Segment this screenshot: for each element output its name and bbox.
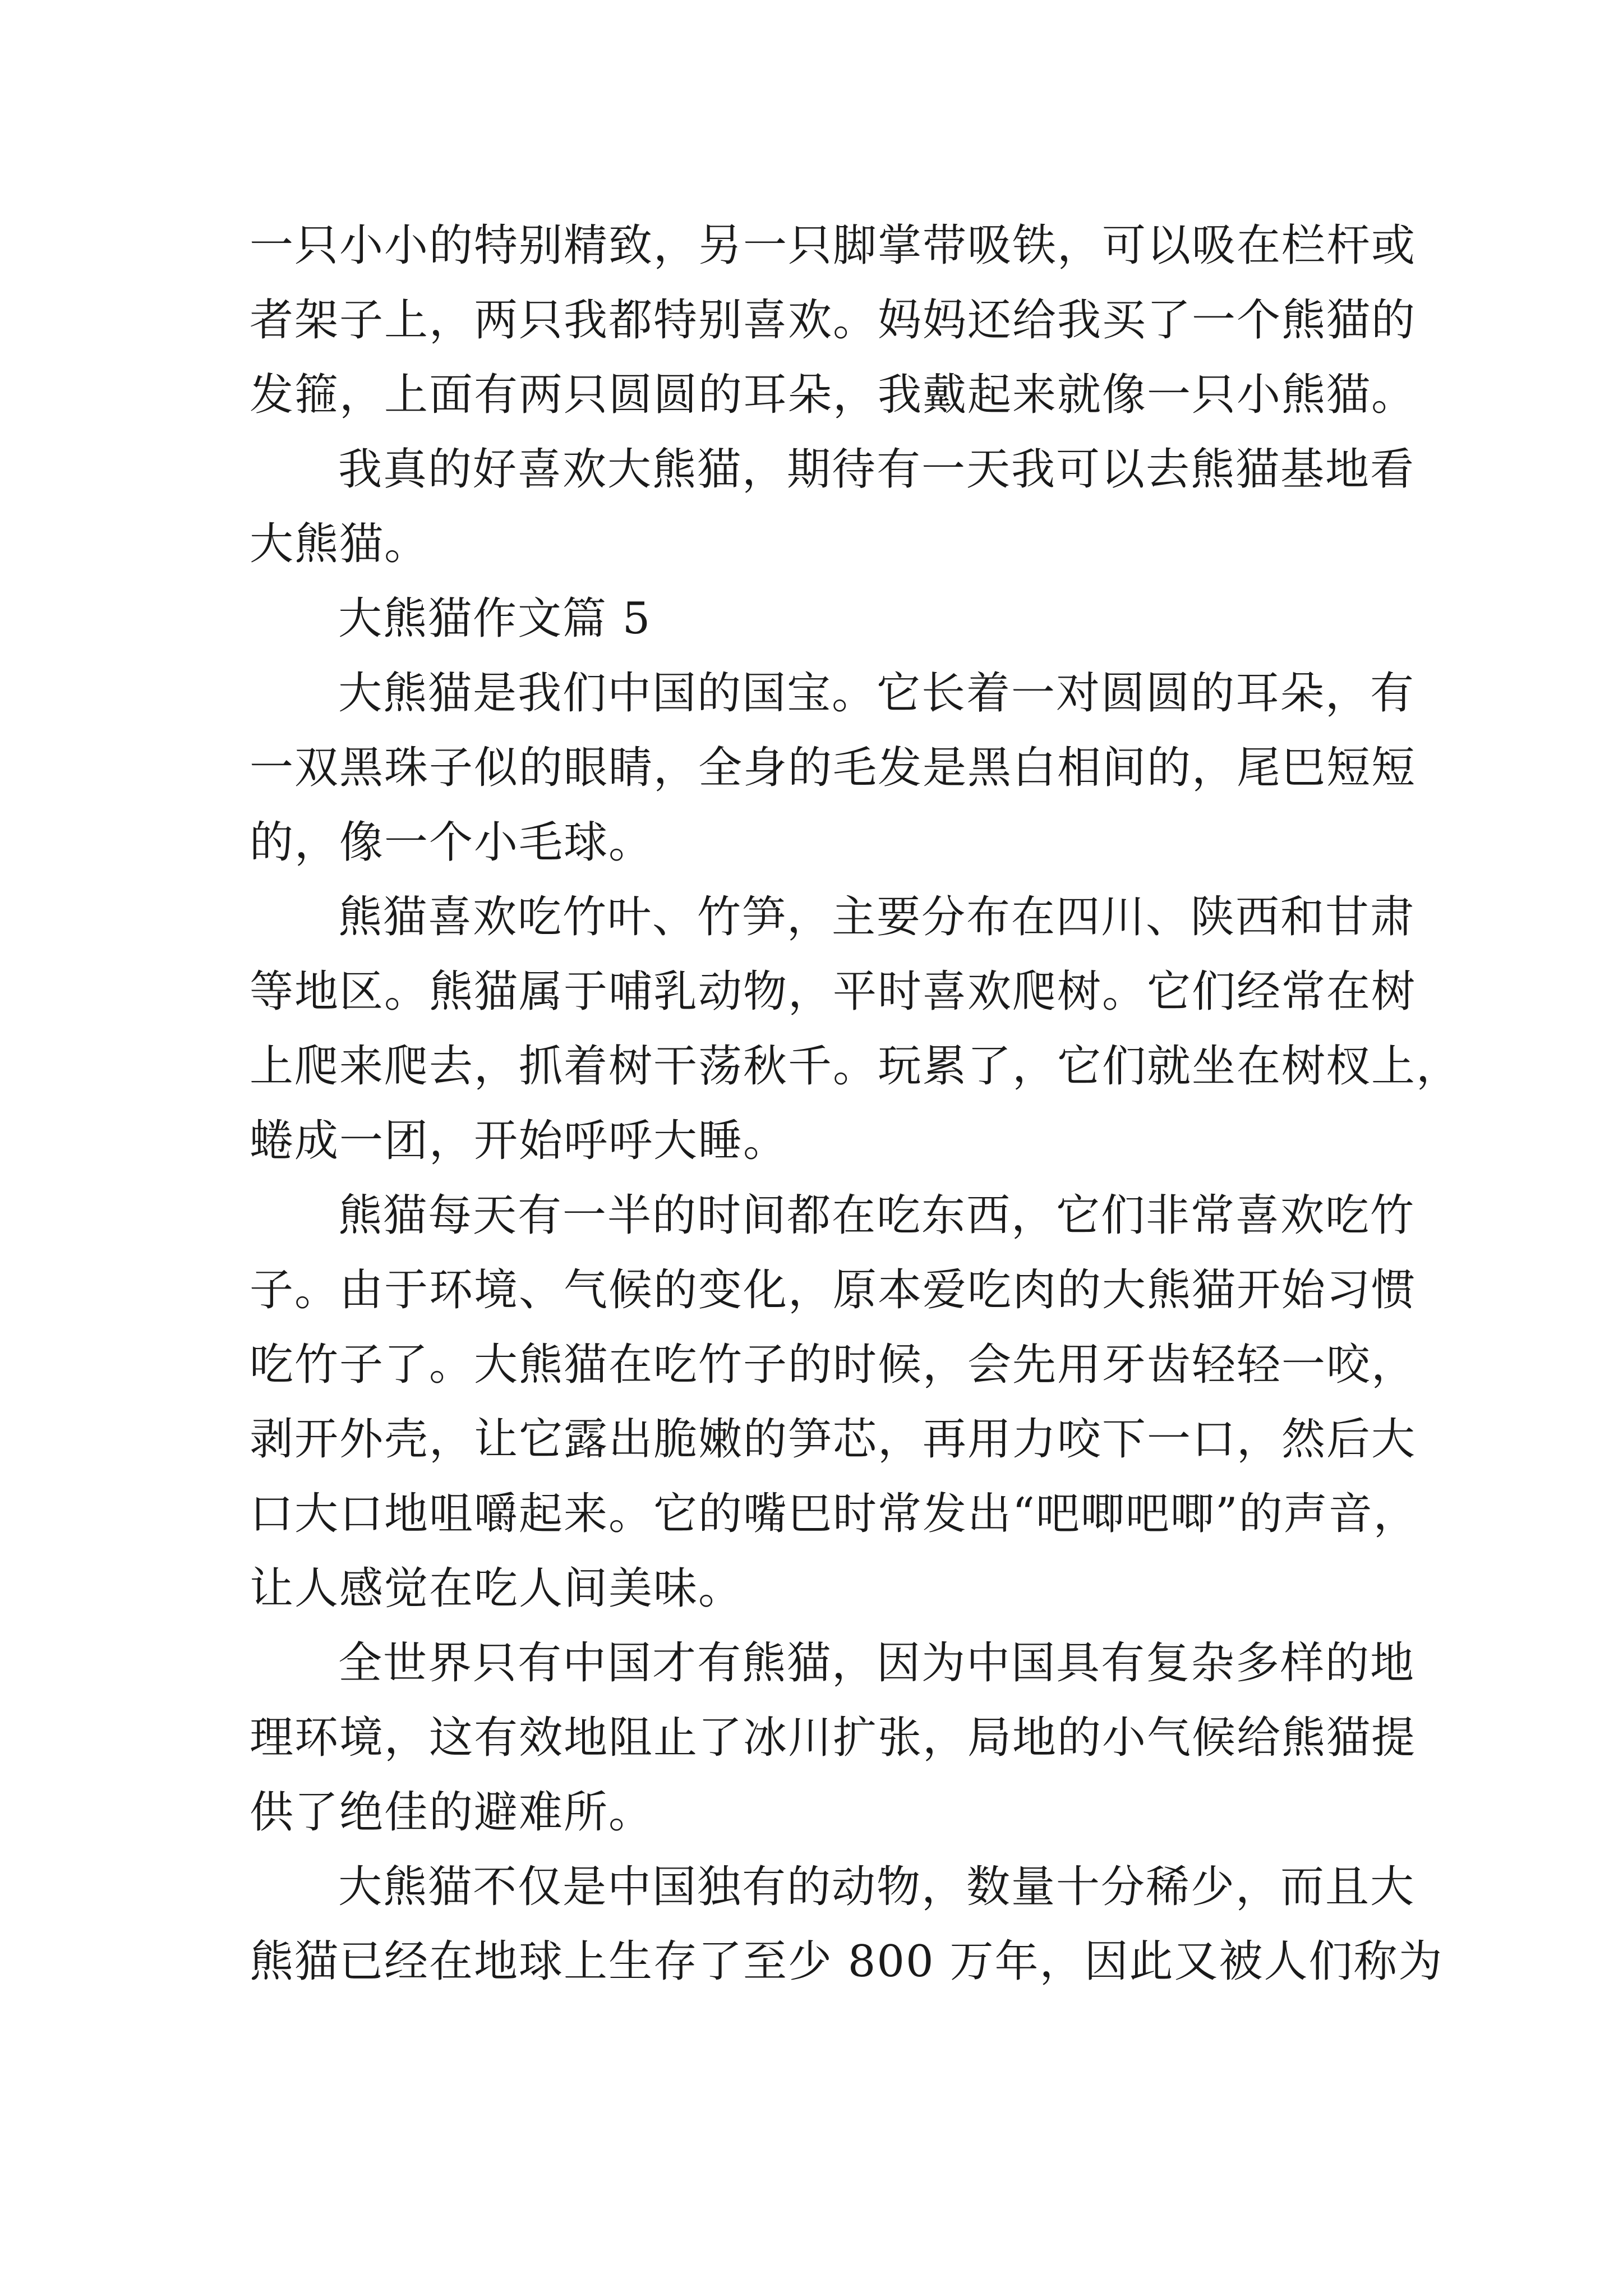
text-line: 子。由于环境、气候的变化，原本爱吃肉的大熊猫开始习惯 (250, 1265, 1417, 1315)
text-line: 者架子上，两只我都特别喜欢。妈妈还给我买了一个熊猫的 (250, 295, 1417, 346)
text-line: 大熊猫。 (250, 519, 430, 569)
paragraph (250, 1626, 1417, 1850)
text-line: 大熊猫是我们中国的国宝。它长着一对圆圆的耳朵，有 (338, 668, 1415, 719)
text-line: 剥开外壳，让它露出脆嫩的笋芯，再用力咬下一口，然后大 (250, 1414, 1417, 1465)
text-line: 蜷成一团，开始呼呼大睡。 (250, 1116, 789, 1166)
paragraph (250, 656, 1417, 880)
paragraph (250, 880, 1461, 1179)
text-line: 理环境，这有效地阻止了冰川扩张，局地的小气候给熊猫提 (250, 1713, 1417, 1763)
section-heading (250, 582, 1394, 656)
text-line: 吃竹子了。大熊猫在吃竹子的时候，会先用牙齿轻轻一咬， (250, 1340, 1417, 1390)
text-line: 让人感觉在吃人间美味。 (250, 1563, 744, 1614)
text-line: 等地区。熊猫属于哺乳动物，平时喜欢爬树。它们经常在树 (250, 967, 1417, 1017)
text-line: 全世界只有中国才有熊猫，因为中国具有复杂多样的地 (338, 1638, 1415, 1688)
text-line: 一只小小的特别精致，另一只脚掌带吸铁，可以吸在栏杆或 (250, 220, 1417, 271)
text-line: 发箍，上面有两只圆圆的耳朵，我戴起来就像一只小熊猫。 (250, 370, 1417, 420)
text-line: 供了绝佳的避难所。 (250, 1787, 654, 1838)
text-line: 口大口地咀嚼起来。它的嘴巴时常发出“吧唧吧唧”的声音， (250, 1489, 1418, 1539)
text-line: 大熊猫不仅是中国独有的动物，数量十分稀少，而且大 (338, 1862, 1415, 1912)
paragraph (250, 1850, 1444, 1999)
document-body (250, 209, 1461, 1999)
text-line: 的，像一个小毛球。 (250, 817, 654, 868)
paragraph (250, 432, 1415, 582)
text-line: 熊猫已经在地球上生存了至少 800 万年，因此又被人们称为 (250, 1936, 1444, 1987)
text-line: 熊猫每天有一半的时间都在吃东西，它们非常喜欢吃竹 (338, 1190, 1415, 1241)
text-line: 上爬来爬去，抓着树干荡秋千。玩累了，它们就坐在树杈上， (250, 1041, 1461, 1092)
text-line: 一双黑珠子似的眼睛，全身的毛发是黑白相间的，尾巴短短 (250, 743, 1417, 793)
paragraph (250, 209, 1417, 432)
text-line: 我真的好喜欢大熊猫，期待有一天我可以去熊猫基地看 (338, 444, 1415, 495)
paragraph (250, 1179, 1418, 1626)
text-line: 大熊猫作文篇 5 (338, 593, 652, 644)
text-line: 熊猫喜欢吃竹叶、竹笋，主要分布在四川、陕西和甘肃 (338, 892, 1415, 942)
